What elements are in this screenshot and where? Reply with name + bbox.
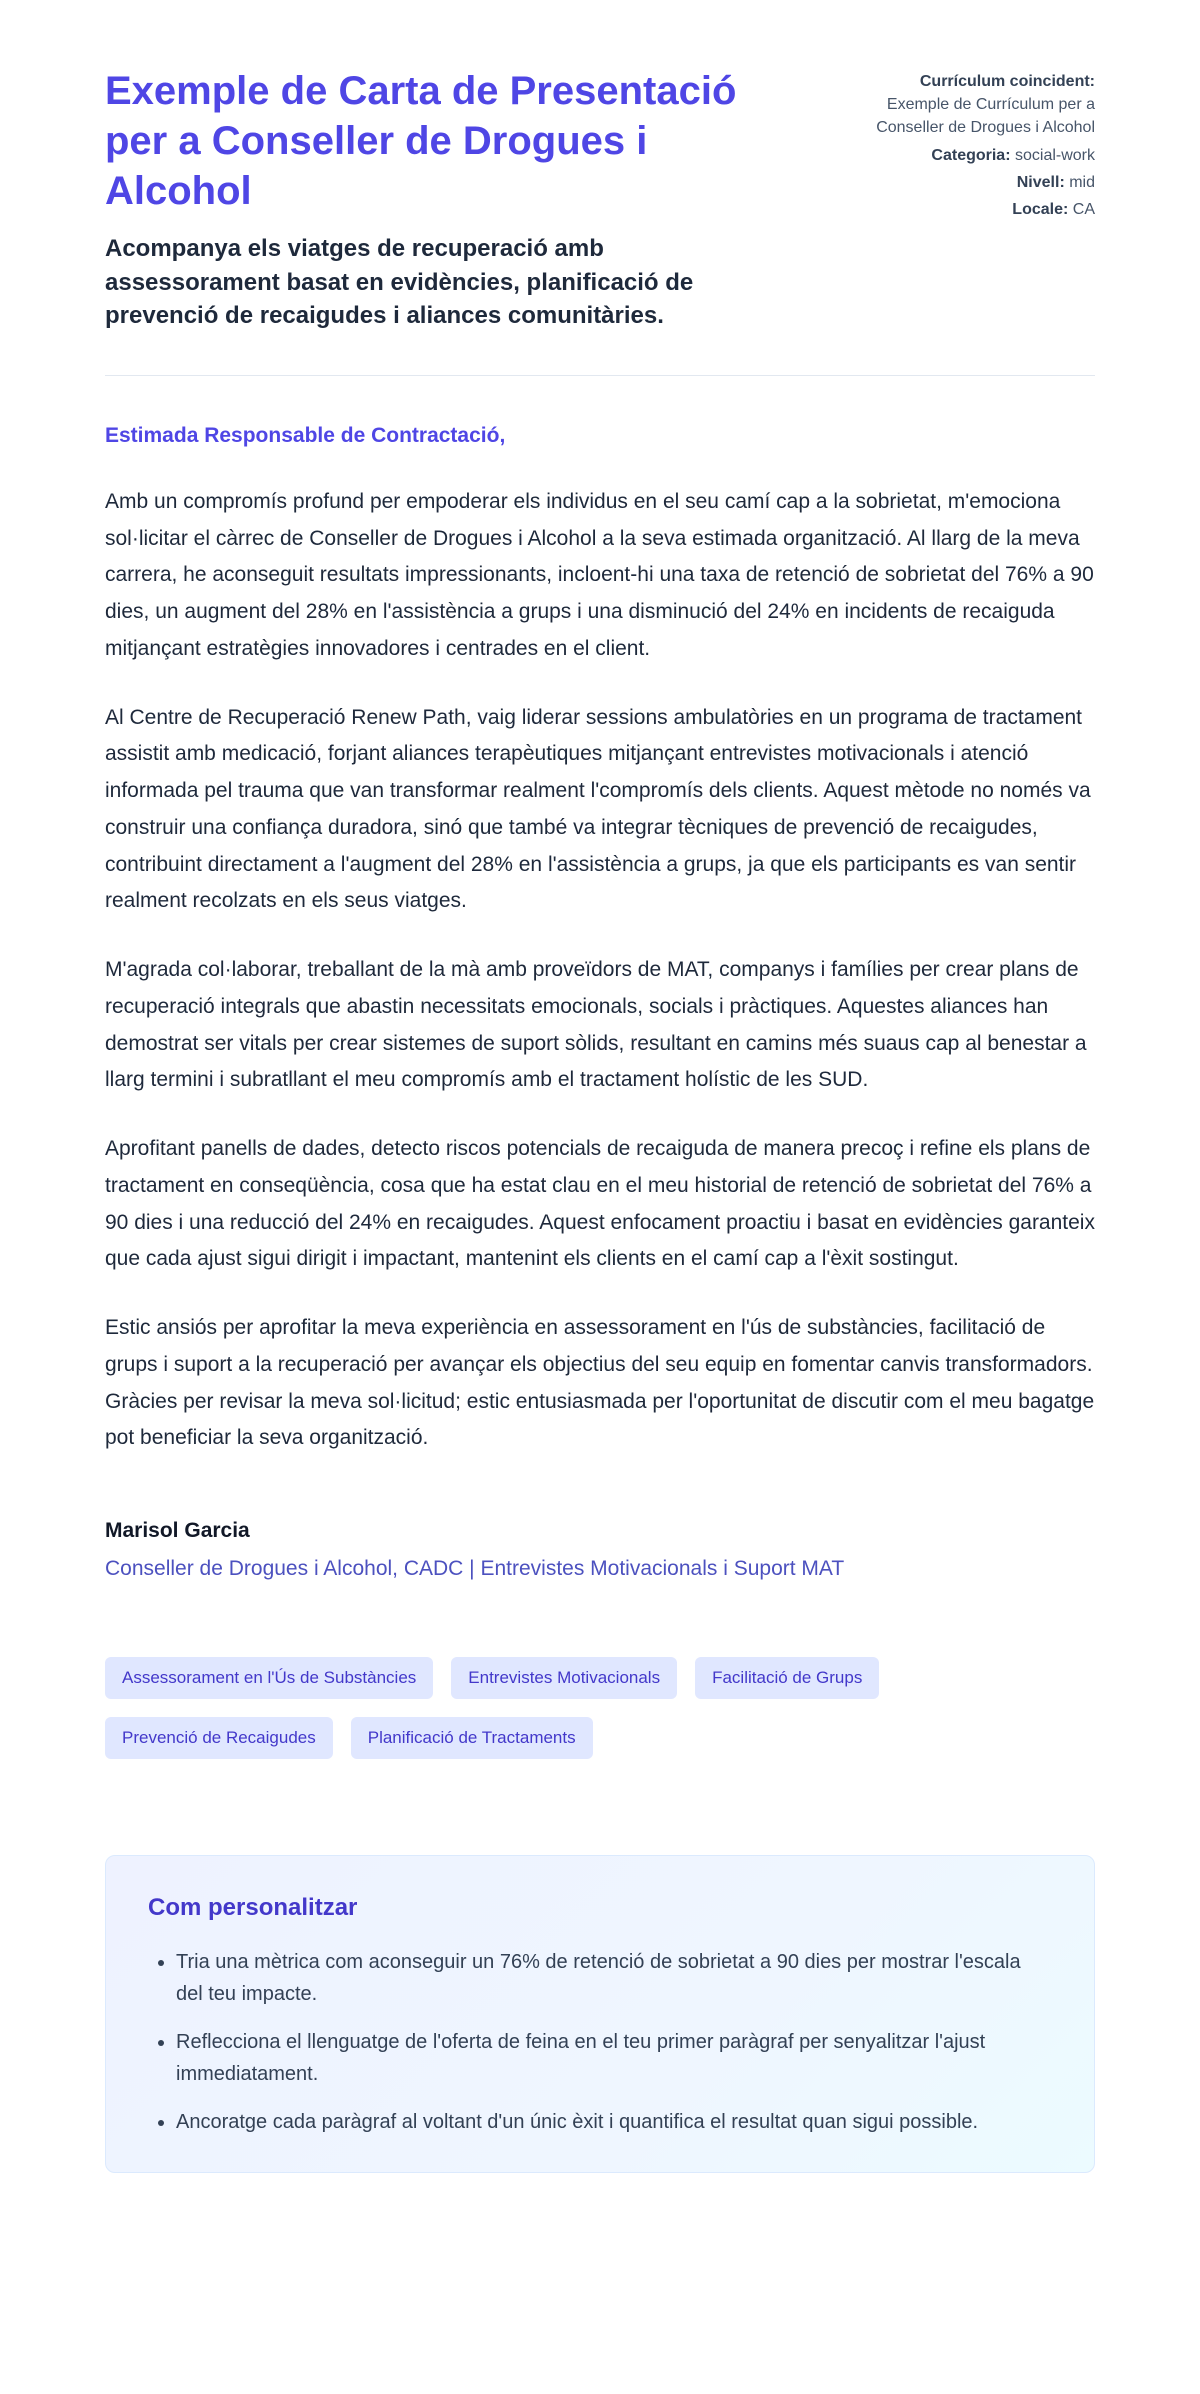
page-subtitle: Acompanya els viatges de recuperació amb assessorament basat en evidències, planificació de prevenció de recaigudes i aliances comunitàries. — [105, 235, 694, 330]
tag-chip: Entrevistes Motivacionals — [451, 1657, 677, 1699]
divider — [105, 375, 1095, 376]
callout-item: • Tria una mètrica com aconseguir un 76% de retenció de sobrietat a 90 dies per mostrar l'escala del teu impacte. — [176, 1946, 1052, 2010]
meta-locale-row — [855, 198, 1095, 221]
callout-list — [148, 1946, 1052, 2138]
letter-body — [105, 424, 1095, 2173]
page-title: Exemple de Carta de Presentació per a Conseller de Drogues i Alcohol — [105, 69, 737, 213]
callout-item: • Reflecciona el llenguatge de l'oferta de feina en el teu primer paràgraf per senyalitzar l'ajust immediatament. — [176, 2026, 1052, 2090]
meta-resume-row — [855, 70, 1095, 140]
letter-role: Conseller de Drogues i Alcohol, CADC | Entrevistes Motivacionals i Suport MAT — [105, 1557, 845, 1581]
meta-locale-value: CA — [1072, 200, 1095, 218]
document-header — [105, 66, 1095, 333]
meta-level-value: mid — [1069, 173, 1095, 191]
meta-level-label: Nivell: — [1016, 173, 1065, 191]
customize-callout — [105, 1855, 1095, 2173]
meta-locale-label: Locale: — [1012, 200, 1069, 218]
meta-panel — [855, 66, 1095, 225]
meta-resume-value: Exemple de Currículum per a Conseller de Drogues i Alcohol — [876, 96, 1095, 137]
letter-paragraph: Aprofitant panells de dades, detecto riscos potencials de recaiguda de manera precoç i refine els plans de tractament en conseqüència, cosa que ha estat clau en el meu historial de retenció de sobrietat del 76% a 90 dies i una reducció del 24% en recaigudes. Aquest enfocament proactiu i basat en evidències garanteix que cada ajust sigui dirigit i impactant, mantenint els clients en el camí cap a l'èxit sostingut. — [105, 1137, 1095, 1271]
tag-chip: Facilitació de Grups — [695, 1657, 879, 1699]
letter-salutation: Estimada Responsable de Contractació, — [105, 423, 506, 447]
meta-category-value: social-work — [1014, 146, 1095, 164]
letter-paragraph: Amb un compromís profund per empoderar els individus en el seu camí cap a la sobrietat, m'emociona sol·licitar el càrrec de Conseller de Drogues i Alcohol a la seva estimada organització. Al llarg de la meva carrera, he aconseguit resultats impressionants, incloent-hi una taxa de retenció de sobrietat del 76% a 90 dies, un augment del 28% en l'assistència a grups i una disminució del 24% en incidents de recaiguda mitjançant estratègies innovadores i centrades en el client. — [105, 489, 1094, 660]
callout-title: Com personalitzar — [148, 1894, 358, 1922]
meta-level-row — [855, 171, 1095, 194]
tag-chip: Assessorament en l'Ús de Substàncies — [105, 1657, 433, 1699]
letter-paragraph: Al Centre de Recuperació Renew Path, vaig liderar sessions ambulatòries en un programa de tractament assistit amb medicació, forjant aliances terapèutiques mitjançant entrevistes motivacionals i atenció informada pel trauma que van transformar realment l'compromís dels clients. Aquest mètode no només va construir una confiança duradora, sinó que també va integrar tècniques de prevenció de recaigudes, contribuint directament a l'augment del 28% en l'assistència a grups, ja que els participants es van sentir realment recolzats en els seus viatges. — [105, 705, 1091, 913]
tag-chip: Planificació de Tractaments — [351, 1717, 593, 1759]
tag-chip: Prevenció de Recaigudes — [105, 1717, 333, 1759]
skill-tags — [105, 1657, 985, 1759]
meta-resume-label: Currículum coincident: — [919, 73, 1095, 90]
letter-paragraph: Estic ansiós per aprofitar la meva experiència en assessorament en l'ús de substàncies, facilitació de grups i suport a la recuperació per avançar els objectius del seu equip en fomentar canvis transformadors. Gràcies per revisar la meva sol·licitud; estic entusiasmada per l'oportunitat de discutir com el meu bagatge pot beneficiar la seva organització. — [105, 1316, 1095, 1450]
meta-category-row — [855, 144, 1095, 167]
letter-paragraph: M'agrada col·laborar, treballant de la mà amb proveïdors de MAT, companys i famílies per crear plans de recuperació integrals que abastin necessitats emocionals, socials i pràctiques. Aquestes aliances han demostrat ser vitals per crear sistemes de suport sòlids, resultant en camins més suaus cap al benestar a llarg termini i subratllant el meu compromís amb el tractament holístic de les SUD. — [105, 958, 1087, 1092]
header-title-block — [105, 66, 755, 333]
letter-signature: Marisol Garcia — [105, 1519, 250, 1543]
callout-item: • Ancoratge cada paràgraf al voltant d'un únic èxit i quantifica el resultat quan sigui possible. — [176, 2106, 1052, 2138]
meta-category-label: Categoria: — [931, 146, 1011, 164]
